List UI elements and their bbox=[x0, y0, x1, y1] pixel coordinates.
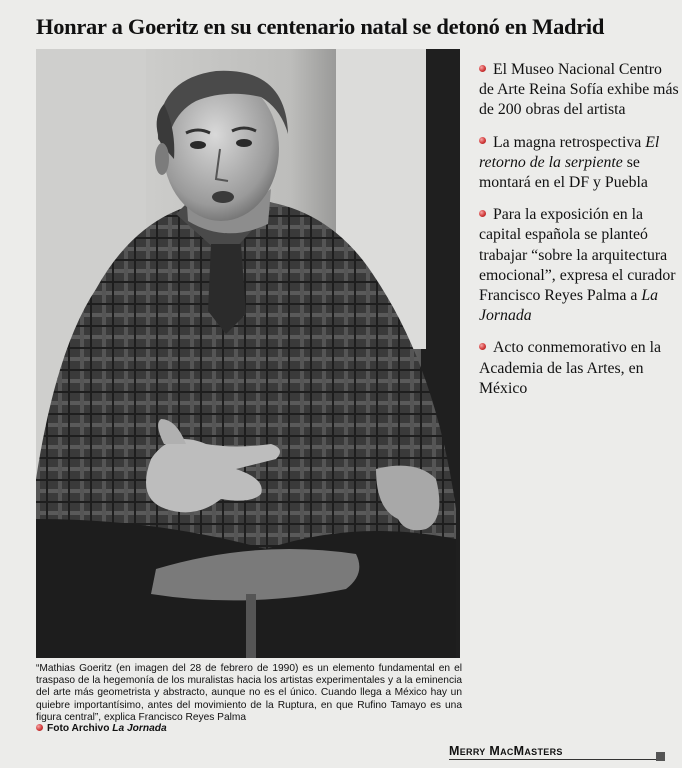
highlights-list bbox=[479, 60, 679, 411]
highlight-text: La magna retrospectiva bbox=[493, 133, 646, 151]
author-byline bbox=[449, 744, 665, 760]
credit-prefix: Foto Archivo bbox=[47, 723, 113, 734]
highlight-item bbox=[479, 205, 679, 326]
red-bullet-icon bbox=[36, 724, 43, 731]
highlight-item bbox=[479, 338, 679, 399]
highlight-text: Acto conmemorativo en la Academia de las Artes, en México bbox=[479, 339, 662, 397]
portrait-image bbox=[36, 49, 460, 658]
square-icon bbox=[656, 752, 665, 761]
red-bullet-icon bbox=[479, 65, 486, 72]
photo-credit bbox=[36, 723, 462, 734]
highlight-text: Para la exposición en la capital española se planteó trabajar “sobre la arquitectura emocional”, expresa el curador Francisco Reyes Palma a bbox=[479, 206, 676, 305]
red-bullet-icon bbox=[479, 343, 486, 350]
highlight-italic: La Jornada bbox=[479, 287, 658, 325]
highlight-text: El Museo Nacional Centro de Arte Reina Sofía exhibe más de 200 obras del artista bbox=[479, 61, 679, 119]
highlight-text: se montará en el DF y Puebla bbox=[479, 153, 648, 192]
highlight-italic: El retorno de la serpiente bbox=[479, 133, 660, 171]
red-bullet-icon bbox=[479, 210, 486, 217]
headline: Honrar a Goeritz en su centenario natal se detonó en Madrid bbox=[36, 14, 605, 39]
highlight-item bbox=[479, 60, 679, 121]
author-name: Merry MacMasters bbox=[449, 744, 563, 758]
photo-caption: “Mathias Goeritz (en imagen del 28 de febrero de 1990) es un elemento fundamental en el traspaso de la hegemonía de los muralistas hacia los artistas experimentales y a la eminencia del arte más geometrista y abstracto, aunque no es el único. Cuando llega a México hay un quiebre importantísimo, antes del movimiento de la Ruptura, en que Rufino Tamayo es una figura central”, explica Francisco Reyes Palma bbox=[36, 663, 462, 723]
red-bullet-icon bbox=[479, 137, 486, 144]
credit-publication: La Jornada bbox=[112, 723, 167, 734]
highlight-item bbox=[479, 133, 679, 194]
portrait-photo bbox=[36, 49, 460, 658]
